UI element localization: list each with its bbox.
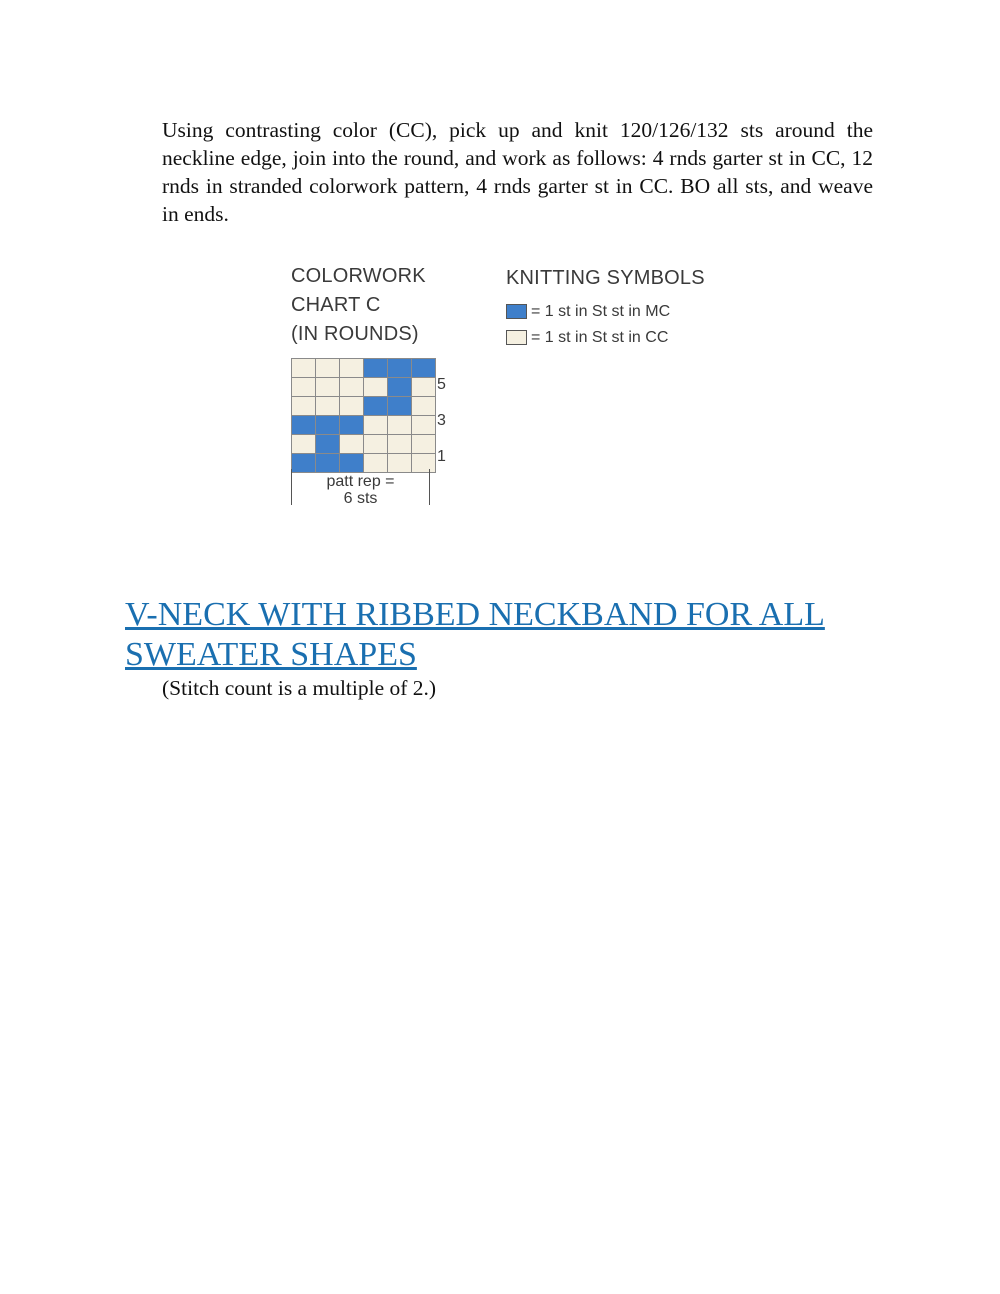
chart-title-line: (IN ROUNDS) <box>291 323 419 345</box>
chart-cell-cc <box>340 435 363 453</box>
chart-cell-cc <box>412 416 435 434</box>
chart-cell-cc <box>316 359 339 377</box>
chart-cell-cc <box>340 359 363 377</box>
chart-title-line: CHART C <box>291 294 381 316</box>
chart-cell-mc <box>388 397 411 415</box>
chart-cell-cc <box>340 397 363 415</box>
colorwork-chart-grid <box>291 358 436 473</box>
chart-title <box>291 262 426 349</box>
chart-cell-cc <box>316 378 339 396</box>
intro-paragraph: Using contrasting color (CC), pick up and knit 120/126/132 sts around the neckline edge, join into the round, and work as follows: 4 rnds garter st in CC, 12 rnds in stranded colorwork pattern, 4 rnds garter st in CC. BO all sts, and weave in ends. <box>162 118 873 226</box>
chart-cell-cc <box>412 378 435 396</box>
chart-cell-cc <box>412 435 435 453</box>
legend-item-label: = 1 st in St st in CC <box>531 329 669 346</box>
chart-cell-cc <box>364 416 387 434</box>
pattern-repeat-line: patt rep = <box>326 473 395 490</box>
stitch-count-note: (Stitch count is a multiple of 2.) <box>162 676 437 700</box>
legend-item-mc <box>506 302 670 322</box>
row-label-5: 5 <box>437 376 446 393</box>
legend-item-label: = 1 st in St st in MC <box>531 303 671 320</box>
chart-cell-mc <box>364 397 387 415</box>
pattern-repeat-label <box>291 469 430 505</box>
legend-title: KNITTING SYMBOLS <box>506 267 705 289</box>
legend-item-cc <box>506 328 668 348</box>
chart-cell-mc <box>388 378 411 396</box>
cc-color-swatch-icon <box>506 330 527 345</box>
chart-cell-cc <box>364 435 387 453</box>
chart-title-line: COLORWORK <box>291 265 426 287</box>
chart-cell-mc <box>388 359 411 377</box>
chart-cell-mc <box>364 359 387 377</box>
chart-cell-cc <box>292 378 315 396</box>
chart-cell-cc <box>412 397 435 415</box>
chart-cell-cc <box>340 378 363 396</box>
chart-cell-cc <box>388 416 411 434</box>
chart-cell-cc <box>364 378 387 396</box>
mc-color-swatch-icon <box>506 304 527 319</box>
chart-cell-mc <box>316 416 339 434</box>
chart-cell-cc <box>292 359 315 377</box>
pattern-repeat-count: 6 sts <box>343 490 378 507</box>
section-heading-link[interactable]: V-NECK WITH RIBBED NECKBAND FOR ALL SWEATER SHAPES <box>125 596 825 673</box>
chart-cell-cc <box>316 397 339 415</box>
row-label-1: 1 <box>437 448 446 465</box>
chart-cell-cc <box>292 435 315 453</box>
row-label-3: 3 <box>437 412 446 429</box>
chart-cell-mc <box>292 416 315 434</box>
chart-cell-mc <box>340 416 363 434</box>
chart-cell-cc <box>388 435 411 453</box>
chart-cell-cc <box>292 397 315 415</box>
chart-cell-mc <box>316 435 339 453</box>
chart-cell-mc <box>412 359 435 377</box>
